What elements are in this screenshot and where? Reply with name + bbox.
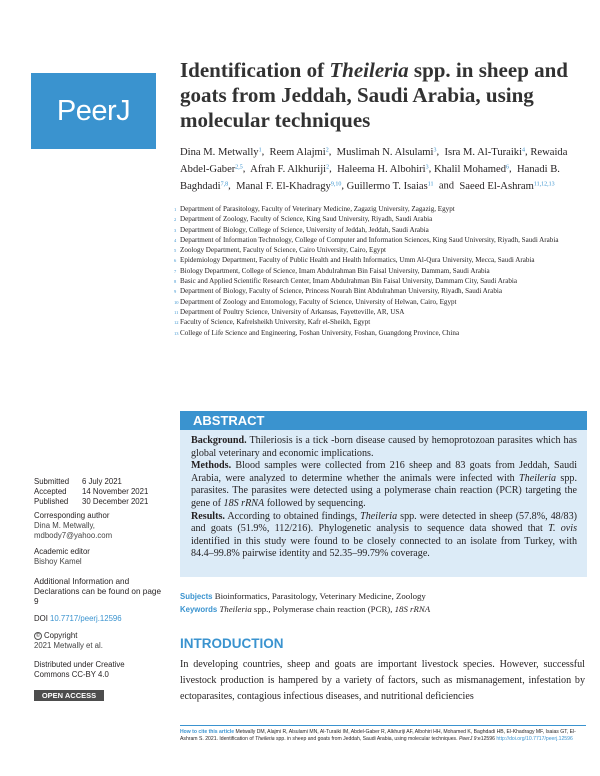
submitted-date: 6 July 2021 <box>82 477 122 486</box>
affiliation-item: 11 Department of Poultry Science, University of Arkansas, Fayetteville, AR, USA <box>174 307 405 316</box>
introduction-heading: INTRODUCTION <box>180 636 284 651</box>
authors-and: and <box>438 180 455 192</box>
journal-logo <box>31 73 156 149</box>
affiliation-item: 7 Biology Department, College of Science, Imam Abdulrahman Bin Faisal University, Dammam, Saudi Arabia <box>174 266 490 275</box>
author[interactable]: Rewaida Abdel-Gaber$^{2,5}$ <box>180 146 568 175</box>
affiliation-item: 8 Basic and Applied Scientific Research Center, Imam Abdulrahman Bin Faisal University, Dammam City, Saudi Arabia <box>174 277 518 286</box>
published-date: 30 December 2021 <box>82 496 149 506</box>
keywords-line: Keywords Theileria spp., Polymerase chain reaction (PCR), 18S rRNA <box>180 604 431 614</box>
subjects-keywords <box>180 590 590 616</box>
affiliation-item: 2 Department of Zoology, Faculty of Science, King Saud University, Riyadh, Saudi Arabia <box>174 215 433 224</box>
author[interactable]: Dina M. Metwally$^1$ <box>180 146 262 158</box>
affiliation-list <box>174 205 584 339</box>
accepted-label: Accepted <box>34 486 67 496</box>
submitted-label: Submitted <box>34 477 70 486</box>
affiliation-item: 9 Department of Biology, Faculty of Science, Princess Nourah Bint Abdulrahman University, Riyadh, Saudi Arabia <box>174 287 502 296</box>
affiliation-item: 10 Department of Zoology and Entomology, Faculty of Science, University of Helwan, Cairo, Egypt <box>174 297 457 306</box>
copyright-label: Copyright <box>44 631 78 640</box>
title-part1: Identification of <box>180 58 330 82</box>
affiliation-item: 4 Department of Information Technology, College of Computer and Information Sciences, King Saud University, Riyadh, Saudi Arabia <box>174 235 559 244</box>
affiliation-item: 3 Department of Biology, College of Science, University of Jeddah, Jeddah, Saudi Arabia <box>174 225 429 234</box>
author[interactable]: Reem Alajmi$^2$ <box>269 146 329 158</box>
abstract-methods: Methods. Blood samples were collected from 216 sheep and 83 goats from Jeddah, Saudi Arabia, were analyzed to determine whether the animals were infected with Theileria spp. parasites. The parasites were detected using a polymerase chain reaction (PCR) targeting the gene of 18S rRNA followed by sequencing. <box>191 460 577 509</box>
introduction-text: In developing countries, sheep and goats are important livestock species. However, successful livestock production is hampered by a variety of factors, such as mismanagement, infestation by ectoparasites, contagious infectious diseases, and nutritional deficiencies <box>180 659 585 702</box>
abstract-body <box>180 430 587 577</box>
author[interactable]: Guillermo T. Isaias$^{11}$ <box>346 180 434 192</box>
citation-doi-link[interactable]: http://doi.org/10.7717/peerj.12596 <box>496 736 573 743</box>
accepted-date: 14 November 2021 <box>82 486 149 496</box>
corresponding-label: Corresponding author <box>34 511 110 520</box>
editor-name: Bishoy Kamel <box>34 556 82 566</box>
article-title <box>180 58 580 133</box>
copyright-block <box>34 631 164 651</box>
editor-label: Academic editor <box>34 547 90 556</box>
copyright-text: 2021 Metwally et al. <box>34 640 103 650</box>
author[interactable]: Khalil Mohamed$^6$ <box>433 163 510 175</box>
editor-block <box>34 547 164 567</box>
additional-info[interactable]: Additional Information and Declarations can be found on page 9 <box>34 577 161 606</box>
logo-text: PeerJ <box>56 94 131 127</box>
abstract-background: Background. Thileriosis is a tick -born disease caused by hemoprotozoan parasites which has global veterinary and economic implications. <box>191 435 577 459</box>
author[interactable]: Haleema H. Albohiri$^3$ <box>337 163 429 175</box>
published-label: Published <box>34 496 69 506</box>
dates-block <box>34 477 164 506</box>
author-list: Dina M. Metwally$^1$, Reem Alajmi$^2$, Muslimah N. Alsulami$^3$, Isra M. Al-Turaiki$^4$, Rewaida Abdel-Gaber$^{2,5}$, Afrah F. Alkhuriji$^2$, Haleema H. Albohiri$^3$, Khalil Mohamed$^6$, Hanadi B. Baghdadi$^{7,8}$, Manal F. El-Khadragy$^{9,10}$, Guillermo T. Isaias$^{11}$ and Saeed El-Ashram$^{11,12,13}$ <box>180 146 568 192</box>
citation-label: How to cite this article <box>180 729 235 735</box>
abstract-heading: ABSTRACT <box>180 411 587 430</box>
affiliation-item: 13 College of Life Science and Engineering, Foshan University, Foshan, Guangdong Province, China <box>174 328 460 337</box>
title-italic: Theileria <box>329 58 409 82</box>
author[interactable]: Isra M. Al-Turaiki$^4$ <box>444 146 526 158</box>
author[interactable]: Manal F. El-Khadragy$^{9,10}$ <box>236 180 342 192</box>
affiliation-item: 1 Department of Parasitology, Faculty of Veterinary Medicine, Zagazig University, Zagazig, Egypt <box>174 205 455 213</box>
footer-divider <box>180 725 586 726</box>
subjects-line: Subjects Bioinformatics, Parasitology, Veterinary Medicine, Zoology <box>180 591 426 601</box>
license-text[interactable]: Distributed under Creative Commons CC-BY 4.0 <box>34 660 125 679</box>
corresponding-name: Dina M. Metwally, <box>34 520 95 530</box>
title-part2: spp. in sheep and goats from Jeddah, Saudi Arabia, using molecular techniques <box>180 58 568 132</box>
author[interactable]: Muslimah N. Alsulami$^3$ <box>336 146 437 158</box>
copyright-icon: © <box>34 632 42 640</box>
doi-link[interactable]: 10.7717/peerj.12596 <box>50 614 122 623</box>
doi-label: DOI <box>34 614 48 623</box>
corresponding-block <box>34 511 164 540</box>
affiliation-item: 6 Epidemiology Department, Faculty of Public Health and Health Informatics, Umm Al-Qura University, Mecca, Saudi Arabia <box>174 256 535 265</box>
affiliation-item: 12 Faculty of Science, Kafrelsheikh University, Kafr el-Sheikh, Egypt <box>174 318 371 327</box>
citation-footer: How to cite this article Metwally DM, Alajmi R, Alsulami MN, Al-Turaiki IM, Abdel-Gaber R, Alkhuriji AF, Albohiri HH, Mohamed K, Baghdadi HB, El-Khadragy MF, Isaias GT, El-Ashram S. 2021. Identification of Theileria spp. in sheep and goats from Jeddah, Saudi Arabia, using molecular techniques. PeerJ 9:e12596 http://doi.org/10.7717/peerj.12596 <box>180 729 576 743</box>
affiliation-item: 5 Zoology Department, Faculty of Science, Cairo University, Cairo, Egypt <box>174 246 386 255</box>
author[interactable]: Afrah F. Alkhuriji$^2$ <box>250 163 330 175</box>
author[interactable]: Saeed El-Ashram$^{11,12,13}$ <box>459 180 555 192</box>
abstract-results: Results. According to obtained findings, Theileria spp. were detected in sheep (57.8%, 48/83) and goats (51.9%, 112/216). Phylogenetic analysis to sequence data showed that T. ovis identified in this study were found to be closely connected to an isolate from Turkey, with 84.4–99.8% pairwise identity and 52.35–99.79% coverage. <box>191 510 577 560</box>
open-access-badge: OPEN ACCESS <box>34 690 104 701</box>
author[interactable]: Hanadi B. Baghdadi$^{7,8}$ <box>180 163 560 192</box>
doi-block <box>34 614 164 624</box>
corresponding-email[interactable]: mdbody7@yahoo.com <box>34 530 113 540</box>
